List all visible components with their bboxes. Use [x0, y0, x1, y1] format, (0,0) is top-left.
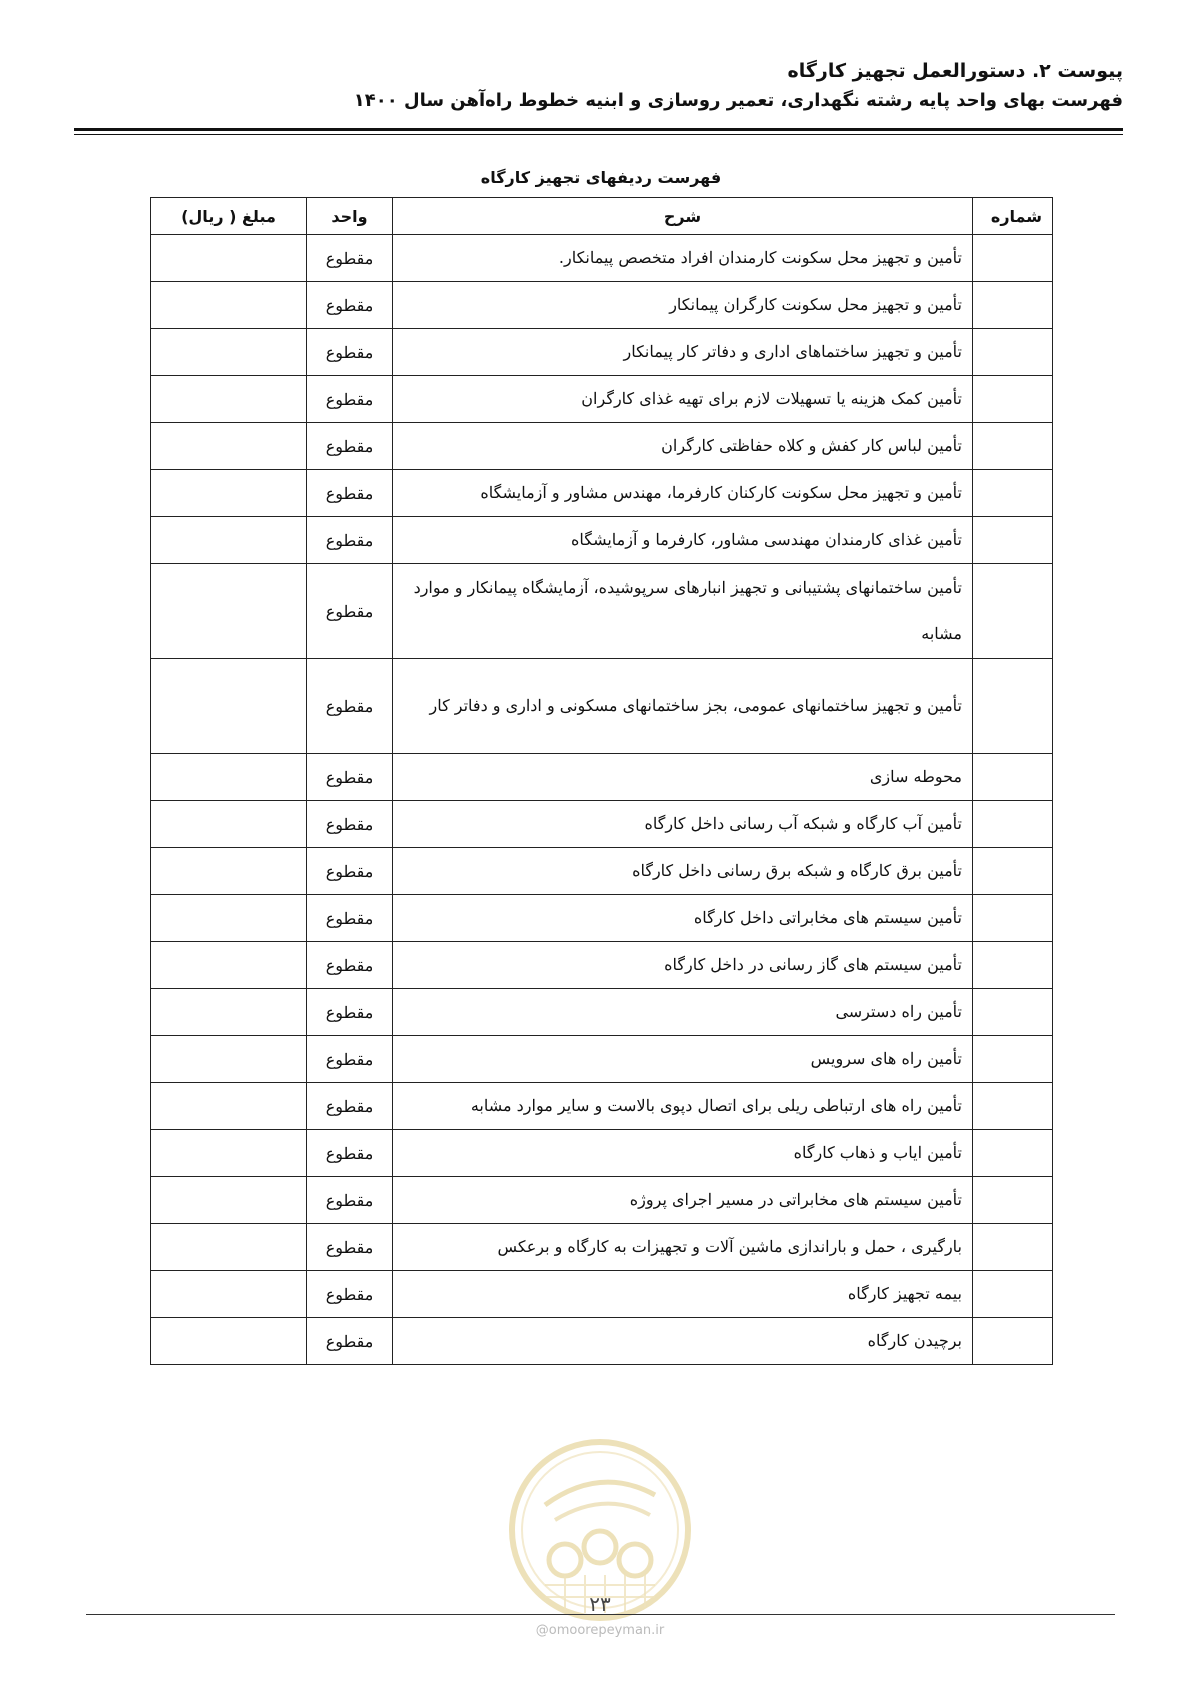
- table-row: [151, 659, 1053, 754]
- cell-unit: مقطوع: [307, 848, 393, 895]
- header-divider-thin: [74, 134, 1123, 135]
- cell-number: [973, 895, 1053, 942]
- cell-unit: مقطوع: [307, 1318, 393, 1365]
- cell-amount: [151, 282, 307, 329]
- cell-description: تأمین غذای کارمندان مهندسی مشاور، کارفرما و آزمایشگاه: [393, 517, 973, 564]
- cell-number: [973, 470, 1053, 517]
- cell-number: [973, 1318, 1053, 1365]
- table-row: [151, 1271, 1053, 1318]
- cell-number: [973, 848, 1053, 895]
- table-row: [151, 848, 1053, 895]
- table-title: فهرست ردیفهای تجهیز کارگاه: [480, 168, 722, 187]
- cell-unit: مقطوع: [307, 376, 393, 423]
- cell-amount: [151, 848, 307, 895]
- header-divider-thick: [74, 128, 1123, 131]
- cell-unit: مقطوع: [307, 1083, 393, 1130]
- cell-number: [973, 1036, 1053, 1083]
- cell-amount: [151, 235, 307, 282]
- cell-amount: [151, 1130, 307, 1177]
- cell-amount: [151, 517, 307, 564]
- table-row: [151, 564, 1053, 659]
- table-row: [151, 801, 1053, 848]
- cell-amount: [151, 1036, 307, 1083]
- cell-unit: مقطوع: [307, 235, 393, 282]
- table-row: [151, 1318, 1053, 1365]
- cell-amount: [151, 1271, 307, 1318]
- cell-description: تأمین ساختمانهای پشتیبانی و تجهیز انبارهای سرپوشیده، آزمایشگاه پیمانکار و موارد مشابه: [393, 564, 973, 659]
- watermark-url: @omoorepeyman.ir: [535, 1623, 665, 1638]
- table-row: [151, 1036, 1053, 1083]
- cell-description: تأمین سیستم های مخابراتی در مسیر اجرای پروژه: [393, 1177, 973, 1224]
- cell-number: [973, 376, 1053, 423]
- cell-description: تأمین ایاب و ذهاب کارگاه: [393, 1130, 973, 1177]
- items-table: [150, 197, 1053, 1365]
- cell-amount: [151, 564, 307, 659]
- cell-amount: [151, 1083, 307, 1130]
- cell-number: [973, 1224, 1053, 1271]
- table-row: [151, 282, 1053, 329]
- table-header-row: [151, 198, 1053, 235]
- cell-number: [973, 1271, 1053, 1318]
- cell-amount: [151, 801, 307, 848]
- cell-amount: [151, 754, 307, 801]
- appendix-title: پیوست ۲. دستورالعمل تجهیز کارگاه: [787, 60, 1123, 82]
- table-row: [151, 517, 1053, 564]
- cell-unit: مقطوع: [307, 517, 393, 564]
- cell-number: [973, 1177, 1053, 1224]
- cell-unit: مقطوع: [307, 1177, 393, 1224]
- table-row: [151, 895, 1053, 942]
- table-row: [151, 376, 1053, 423]
- cell-description: تأمین و تجهیز ساختمانهای عمومی، بجز ساختمانهای مسکونی و اداری و دفاتر کار: [393, 659, 973, 754]
- table-row: [151, 942, 1053, 989]
- header-number: شماره: [973, 198, 1053, 235]
- table-row: [151, 1083, 1053, 1130]
- cell-number: [973, 801, 1053, 848]
- cell-unit: مقطوع: [307, 1224, 393, 1271]
- cell-number: [973, 1083, 1053, 1130]
- cell-description: تأمین و تجهیز محل سکونت کارمندان افراد متخصص پیمانکار.: [393, 235, 973, 282]
- cell-unit: مقطوع: [307, 1271, 393, 1318]
- cell-number: [973, 659, 1053, 754]
- cell-description: تأمین کمک هزینه یا تسهیلات لازم برای تهیه غذای کارگران: [393, 376, 973, 423]
- table-row: [151, 235, 1053, 282]
- cell-number: [973, 282, 1053, 329]
- cell-amount: [151, 423, 307, 470]
- cell-number: [973, 564, 1053, 659]
- cell-description: بیمه تجهیز کارگاه: [393, 1271, 973, 1318]
- cell-unit: مقطوع: [307, 329, 393, 376]
- cell-description: بارگیری ، حمل و باراندازی ماشین آلات و تجهیزات به کارگاه و برعکس: [393, 1224, 973, 1271]
- cell-description: تأمین راه دسترسی: [393, 989, 973, 1036]
- cell-unit: مقطوع: [307, 942, 393, 989]
- header-unit: واحد: [307, 198, 393, 235]
- cell-amount: [151, 329, 307, 376]
- cell-number: [973, 754, 1053, 801]
- cell-description: تأمین و تجهیز ساختماهای اداری و دفاتر کار پیمانکار: [393, 329, 973, 376]
- cell-description: تأمین و تجهیز محل سکونت کارگران پیمانکار: [393, 282, 973, 329]
- cell-description: تأمین برق کارگاه و شبکه برق رسانی داخل کارگاه: [393, 848, 973, 895]
- cell-description: تأمین آب کارگاه و شبکه آب رسانی داخل کارگاه: [393, 801, 973, 848]
- cell-amount: [151, 989, 307, 1036]
- cell-description: تأمین راه های ارتباطی ریلی برای اتصال دپوی بالاست و سایر موارد مشابه: [393, 1083, 973, 1130]
- table-row: [151, 1224, 1053, 1271]
- cell-description: تأمین سیستم های گاز رسانی در داخل کارگاه: [393, 942, 973, 989]
- header-amount: مبلغ ( ریال): [151, 198, 307, 235]
- cell-number: [973, 423, 1053, 470]
- cell-number: [973, 329, 1053, 376]
- document-title: فهرست بهای واحد پایه رشته نگهداری، تعمیر روسازی و ابنیه خطوط راه‌آهن سال ۱۴۰۰: [353, 90, 1123, 111]
- page-number: ۲۳: [589, 1592, 611, 1616]
- cell-number: [973, 235, 1053, 282]
- table-row: [151, 1177, 1053, 1224]
- cell-description: تأمین راه های سرویس: [393, 1036, 973, 1083]
- cell-number: [973, 1130, 1053, 1177]
- cell-amount: [151, 1224, 307, 1271]
- table-row: [151, 470, 1053, 517]
- table-row: [151, 329, 1053, 376]
- cell-number: [973, 942, 1053, 989]
- table-row: [151, 989, 1053, 1036]
- cell-description: تأمین لباس کار کفش و کلاه حفاظتی کارگران: [393, 423, 973, 470]
- cell-amount: [151, 659, 307, 754]
- cell-description: تأمین سیستم های مخابراتی داخل کارگاه: [393, 895, 973, 942]
- cell-description: محوطه سازی: [393, 754, 973, 801]
- cell-unit: مقطوع: [307, 564, 393, 659]
- cell-amount: [151, 1177, 307, 1224]
- cell-amount: [151, 895, 307, 942]
- cell-unit: مقطوع: [307, 423, 393, 470]
- cell-unit: مقطوع: [307, 1130, 393, 1177]
- page-header: [74, 56, 1123, 116]
- cell-amount: [151, 470, 307, 517]
- cell-amount: [151, 376, 307, 423]
- cell-amount: [151, 1318, 307, 1365]
- cell-unit: مقطوع: [307, 801, 393, 848]
- cell-unit: مقطوع: [307, 659, 393, 754]
- cell-unit: مقطوع: [307, 282, 393, 329]
- cell-number: [973, 517, 1053, 564]
- cell-unit: مقطوع: [307, 470, 393, 517]
- cell-unit: مقطوع: [307, 989, 393, 1036]
- table-row: [151, 423, 1053, 470]
- cell-unit: مقطوع: [307, 895, 393, 942]
- cell-amount: [151, 942, 307, 989]
- table-row: [151, 1130, 1053, 1177]
- header-description: شرح: [393, 198, 973, 235]
- cell-description: برچیدن کارگاه: [393, 1318, 973, 1365]
- cell-unit: مقطوع: [307, 754, 393, 801]
- cell-description: تأمین و تجهیز محل سکونت کارکنان کارفرما، مهندس مشاور و آزمایشگاه: [393, 470, 973, 517]
- cell-unit: مقطوع: [307, 1036, 393, 1083]
- table-row: [151, 754, 1053, 801]
- cell-number: [973, 989, 1053, 1036]
